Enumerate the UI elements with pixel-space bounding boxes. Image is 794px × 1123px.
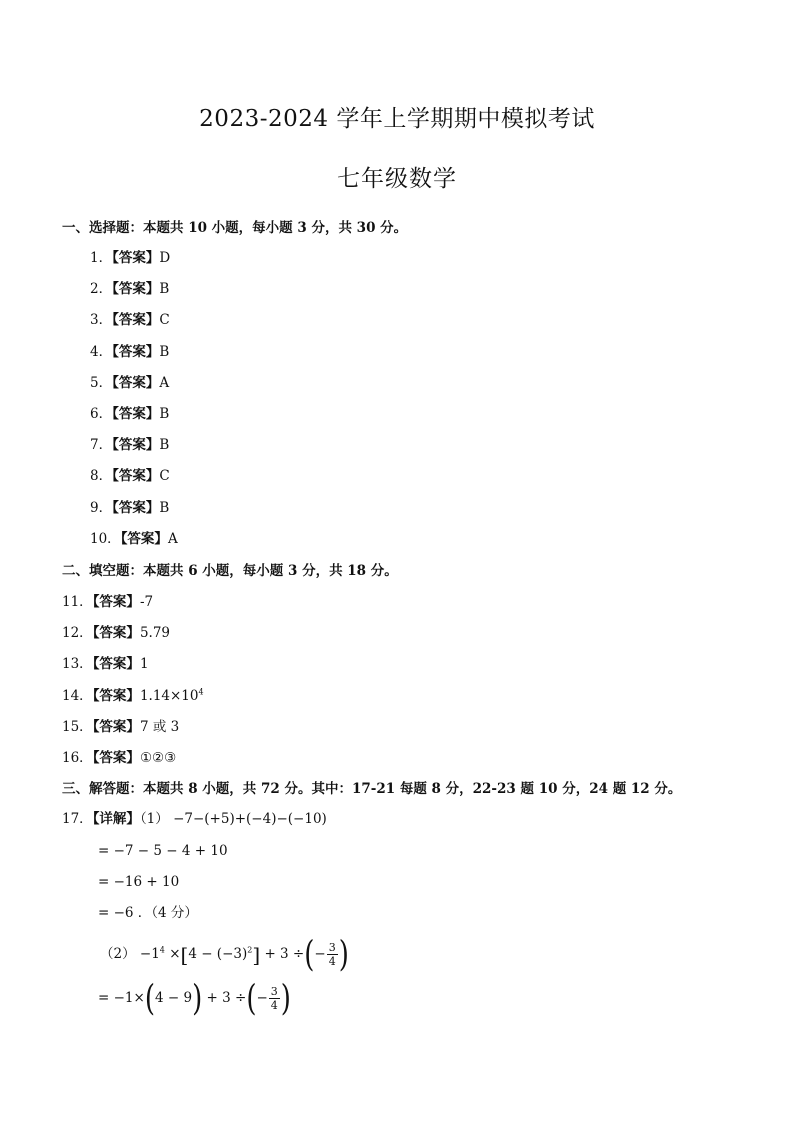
answer-value: 5.79 <box>139 625 170 642</box>
answer-row <box>62 749 176 767</box>
left-bracket-icon: [ <box>180 942 189 967</box>
question-number: 3． <box>90 312 113 329</box>
fraction-numerator: 3 <box>328 941 336 954</box>
left-paren-icon: ( <box>304 934 315 975</box>
q17-step4-c: + 3 ÷ <box>206 990 247 1006</box>
question-number: 15． <box>62 718 93 735</box>
question-number: 2． <box>90 281 113 298</box>
question-number: 14． <box>62 687 93 704</box>
answer-row <box>90 467 170 485</box>
exam-title: 2023-2024 学年上学期期中模拟考试 <box>199 106 595 132</box>
section-heading-fill: 二、填空题：本题共 6 小题，每小题 3 分，共 18 分。 <box>62 563 398 579</box>
answer-row <box>90 530 178 548</box>
question-number: 11． <box>62 594 93 610</box>
fraction-denominator: 4 <box>328 955 336 968</box>
answer-value: B <box>159 343 170 360</box>
answer-row <box>90 405 169 423</box>
q17-number: 17． <box>62 811 93 827</box>
answer-value: A <box>159 374 170 391</box>
q17-part1-label: （1） <box>139 811 169 827</box>
fraction-numerator: 3 <box>270 985 278 998</box>
question-number: 12． <box>62 625 93 642</box>
fraction-denominator: 4 <box>270 999 278 1012</box>
answer-row <box>62 718 179 736</box>
q17-line <box>62 810 327 828</box>
answer-tag: 【答案】 <box>92 625 140 642</box>
q17-part2-a-exp: 4 <box>159 945 165 955</box>
fraction <box>327 941 338 968</box>
q17-detail-tag: 【详解】 <box>92 811 140 827</box>
q17-part2-line <box>100 934 349 975</box>
answer-value: ①②③ <box>139 750 177 766</box>
section-heading-solve: 三、解答题：本题共 8 小题，共 72 分。其中：17-21 每题 8 分，22-23 题 10 分，24 题 12 分。 <box>62 781 682 797</box>
answer-tag: 【答案】 <box>112 343 160 360</box>
right-paren-icon: ) <box>338 934 349 975</box>
q17-part2-times: × <box>169 946 181 962</box>
answer-tag: 【答案】 <box>112 437 160 454</box>
answer-value: B <box>159 499 170 516</box>
q17-part2-c: 4 − (−3) <box>188 946 248 962</box>
fraction <box>269 985 280 1012</box>
answer-value: 1 <box>139 656 149 673</box>
answer-tag: 【答案】 <box>120 530 168 547</box>
answer-tag: 【答案】 <box>112 406 160 422</box>
answer-row <box>90 249 170 267</box>
answer-tag: 【答案】 <box>92 718 140 735</box>
answer-row <box>62 624 170 642</box>
right-paren-icon: ) <box>280 978 291 1019</box>
answer-row <box>62 593 153 611</box>
answer-value: B <box>159 406 170 422</box>
q17-step4-b: 4 − 9 <box>154 990 193 1006</box>
answer-tag: 【答案】 <box>112 281 160 298</box>
q17-part2-a: −1 <box>139 946 160 962</box>
question-number: 8． <box>90 468 113 485</box>
q17-step4 <box>98 978 291 1019</box>
section-heading-choice: 一、选择题：本题共 10 小题，每小题 3 分，共 30 分。 <box>62 220 408 236</box>
question-number: 5． <box>90 374 113 391</box>
question-number: 4． <box>90 343 113 360</box>
right-paren-icon: ) <box>192 978 203 1019</box>
question-number: 13． <box>62 656 93 673</box>
answer-value: 1.14×10 <box>139 687 199 704</box>
answer-value: B <box>159 437 170 454</box>
answer-value: -7 <box>139 594 154 610</box>
q17-step2: = −16 + 10 <box>98 874 180 890</box>
exam-subject: 七年级数学 <box>337 166 457 192</box>
answer-row <box>62 687 204 705</box>
answer-row <box>90 311 170 329</box>
q17-part2-minus: − <box>314 946 326 962</box>
answer-tag: 【答案】 <box>92 656 140 673</box>
q17-part1-expr: −7−(+5)+(−4)−(−10) <box>173 811 327 827</box>
q17-step3: = −6 ．（4 分） <box>98 905 198 921</box>
q17-part2-d: + 3 ÷ <box>264 946 305 962</box>
q17-part2-label: （2） <box>100 946 136 962</box>
answer-tag: 【答案】 <box>112 468 160 485</box>
question-number: 1． <box>90 250 113 266</box>
question-number: 6． <box>90 406 113 422</box>
answer-value: D <box>159 250 171 266</box>
answer-tag: 【答案】 <box>112 499 160 516</box>
answer-value: C <box>159 312 170 329</box>
answer-tag: 【答案】 <box>112 374 160 391</box>
answer-value: C <box>159 468 170 485</box>
answer-value: A <box>167 530 178 547</box>
left-paren-icon: ( <box>246 978 257 1019</box>
right-bracket-icon: ] <box>252 942 261 967</box>
q17-step4-a: = −1× <box>98 990 145 1006</box>
answer-exponent: 4 <box>198 687 204 697</box>
q17-step4-minus: − <box>256 990 268 1006</box>
answer-tag: 【答案】 <box>92 687 140 704</box>
answer-tag: 【答案】 <box>92 750 140 766</box>
question-number: 16． <box>62 750 93 766</box>
answer-row <box>90 374 169 392</box>
answer-tag: 【答案】 <box>112 250 160 266</box>
answer-tag: 【答案】 <box>112 312 160 329</box>
answer-tag: 【答案】 <box>92 594 140 610</box>
q17-part2-c-exp: 2 <box>247 945 253 955</box>
q17-step1: = −7 − 5 − 4 + 10 <box>98 843 228 859</box>
left-paren-icon: ( <box>144 978 155 1019</box>
answer-row <box>90 280 169 298</box>
question-number: 10． <box>90 530 121 547</box>
answer-row <box>62 655 149 673</box>
answer-value: B <box>159 281 170 298</box>
answer-row <box>90 499 169 517</box>
answer-row <box>90 436 169 454</box>
question-number: 7． <box>90 437 113 454</box>
question-number: 9． <box>90 499 113 516</box>
answer-row <box>90 343 169 361</box>
answer-value: 7 或 3 <box>139 718 180 735</box>
